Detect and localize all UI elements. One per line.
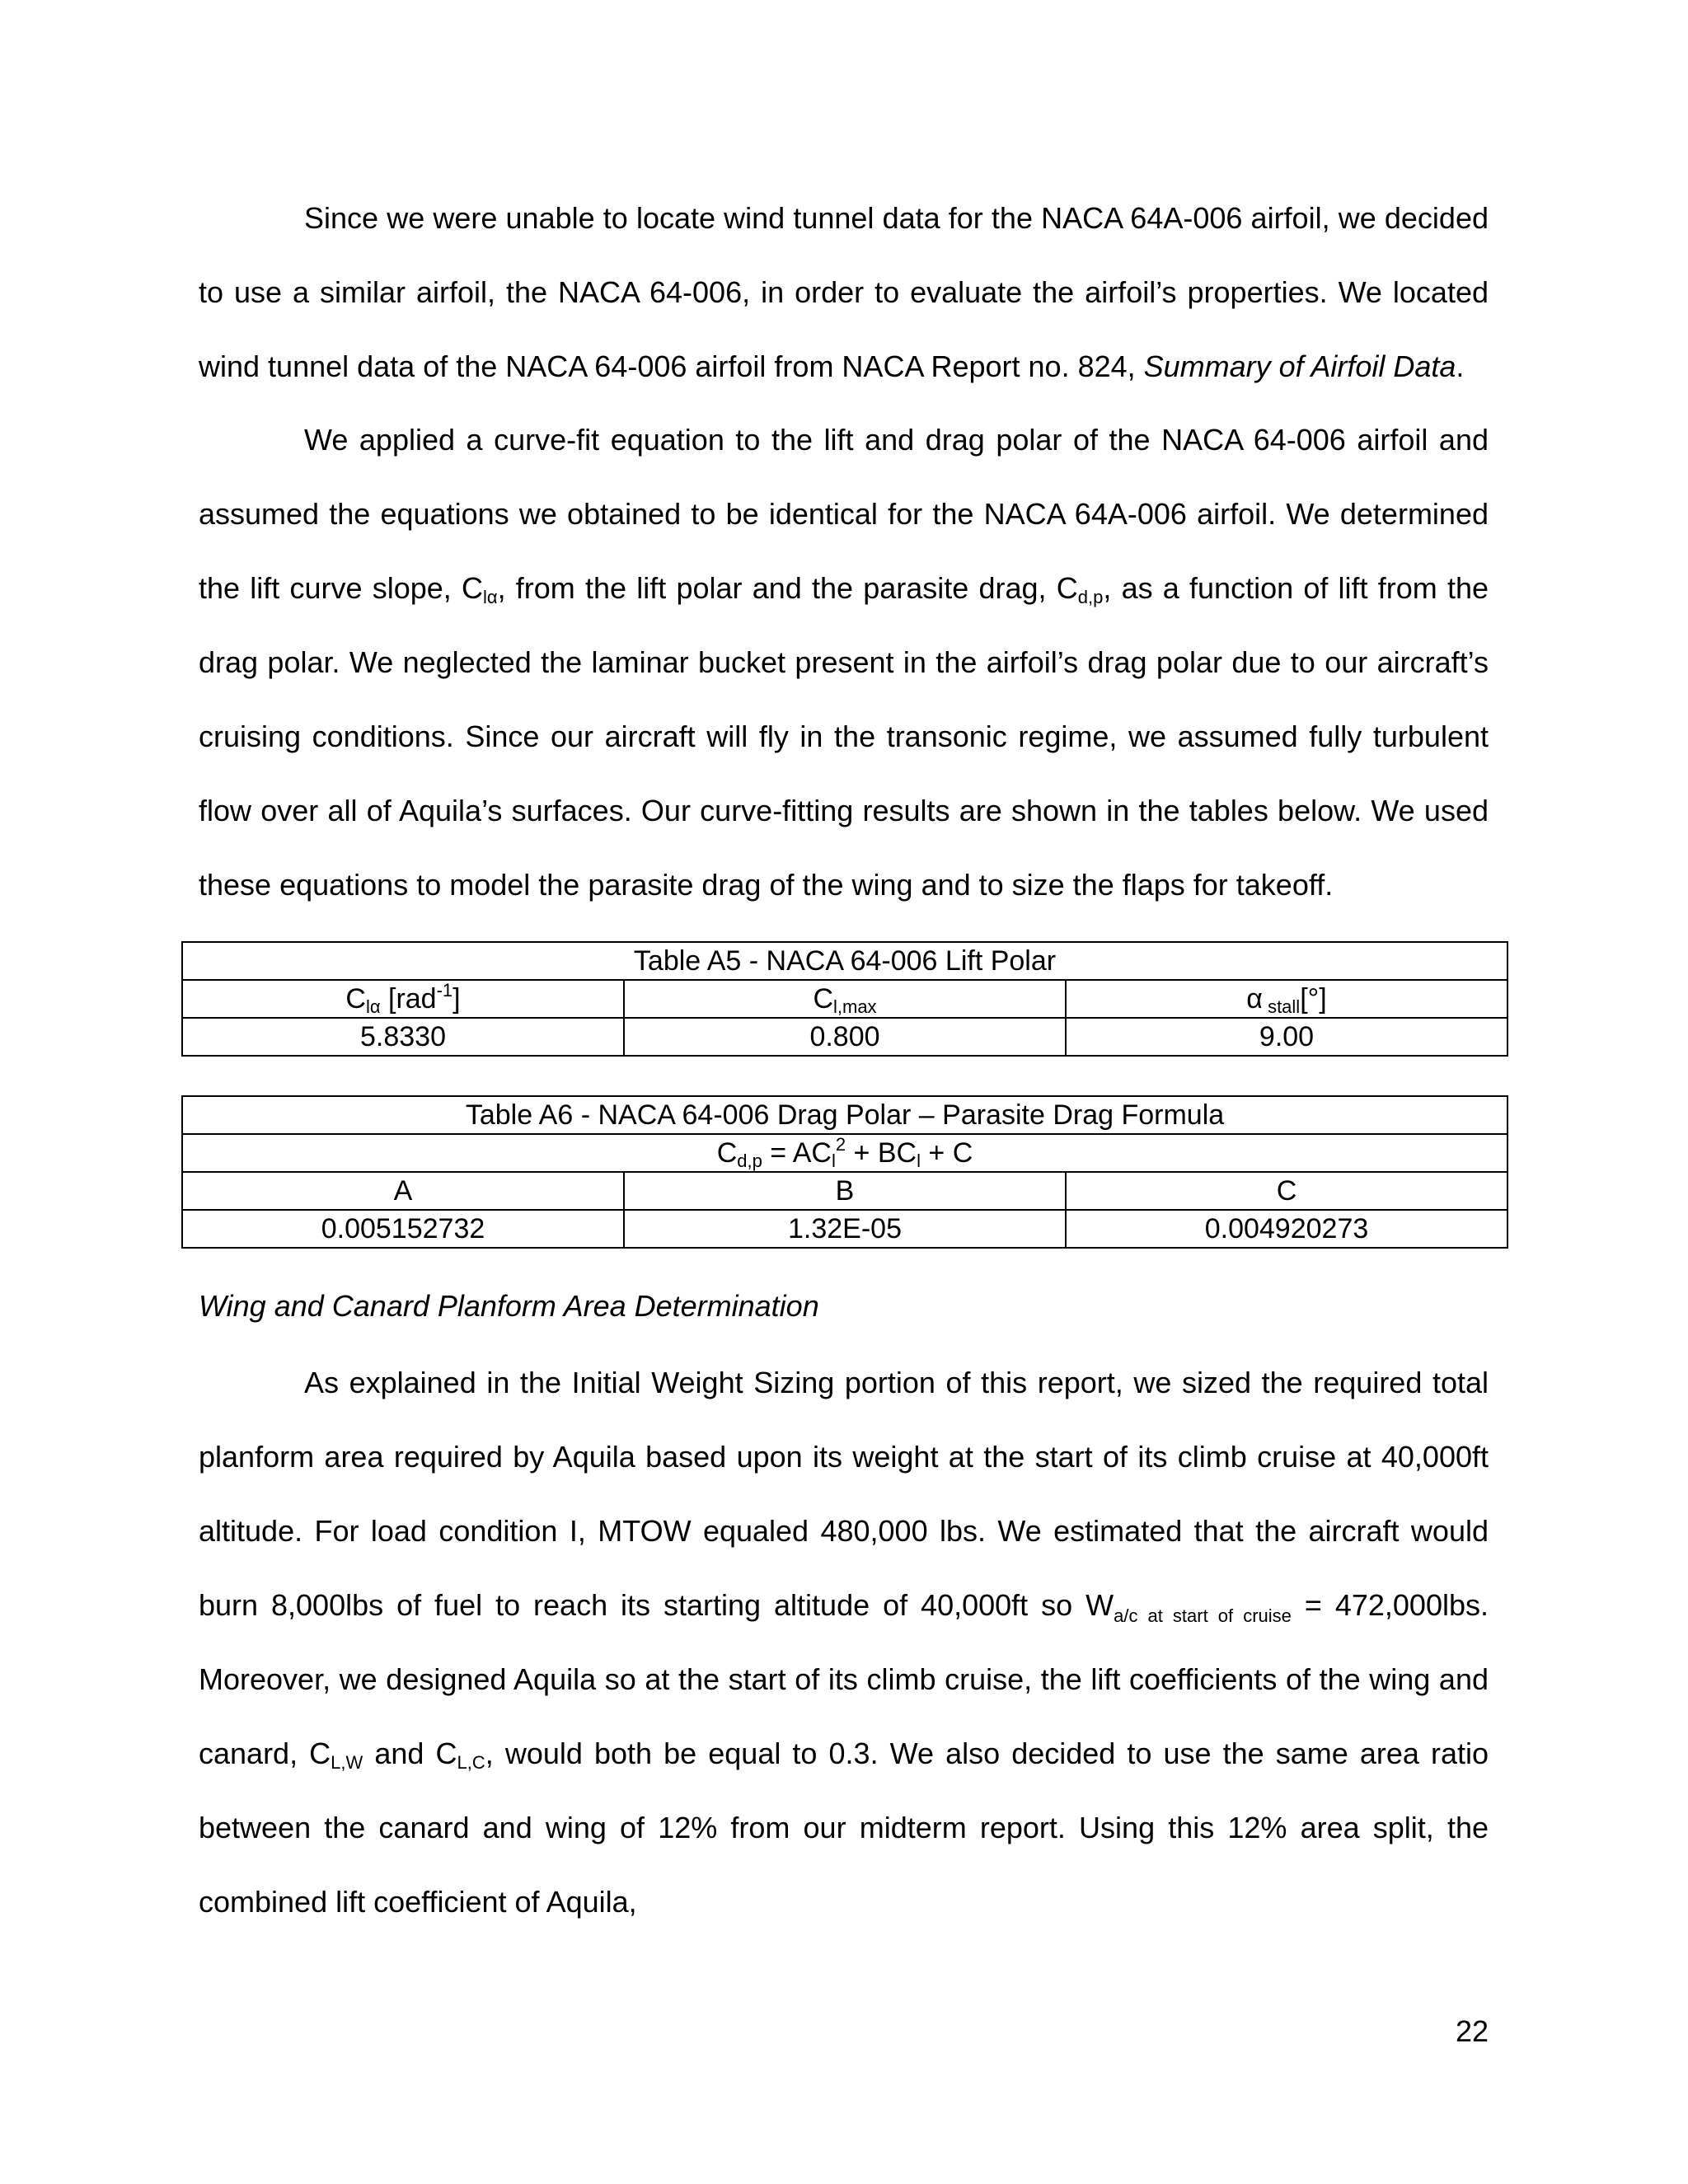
unit: [rad: [380, 983, 437, 1015]
subscript: L,C: [457, 1752, 485, 1773]
table-row: [182, 1172, 1507, 1210]
formula-cell: [182, 1134, 1507, 1172]
subscript: l: [831, 1151, 836, 1171]
paragraph-airfoil-data: [199, 181, 1489, 404]
table-row: [182, 942, 1507, 980]
page-number: 22: [1455, 2014, 1489, 2048]
report-title: Summary of Airfoil Data: [1143, 349, 1456, 383]
table-header-cell: A: [182, 1172, 624, 1210]
subscript: l: [917, 1151, 921, 1171]
paragraph-end: .: [1456, 349, 1465, 383]
paragraph-text: = 472,000lbs. Moreover, we designed Aquila so at the start of its climb cruise, the lift coefficients of the wing and canard, C: [199, 1588, 1489, 1770]
subscript: stall: [1262, 996, 1301, 1017]
table-header-cell: C: [1066, 1172, 1507, 1210]
table-header-cell: [182, 980, 624, 1018]
subscript: L,W: [331, 1752, 363, 1773]
table-row: [182, 1096, 1507, 1134]
paragraph-text: As explained in the Initial Weight Sizing portion of this report, we sized the required total planform area required by Aquila based upon its weight at the start of its climb cruise at 40,000ft altitude. For load condition I, MTOW equaled 480,000 lbs. We estimated that the aircraft would burn 8,000lbs of fuel to reach its starting altitude of 40,000ft so W: [199, 1366, 1489, 1622]
symbol: C: [813, 983, 833, 1015]
paragraph-text: , from the lift polar and the parasite drag, C: [497, 571, 1078, 605]
unit-close: ]: [452, 983, 461, 1015]
subscript: a/c at start of cruise: [1114, 1605, 1292, 1626]
table-title: Table A6 - NACA 64-006 Drag Polar – Parasite Drag Formula: [182, 1096, 1507, 1134]
paragraph-text: Since we were unable to locate wind tunnel data for the NACA 64A-006 airfoil, we decided to use a similar airfoil, the NACA 64-006, in order to evaluate the airfoil’s properties. We located wind tunnel data of the NACA 64-006 airfoil from NACA Report no. 824,: [199, 201, 1489, 383]
paragraph-planform-area: [199, 1346, 1489, 1939]
section-heading: Wing and Canard Planform Area Determination: [199, 1289, 819, 1323]
formula-part: + C: [920, 1137, 973, 1169]
subscript: lα: [365, 996, 381, 1017]
table-title: Table A5 - NACA 64-006 Lift Polar: [182, 942, 1507, 980]
superscript: 2: [835, 1134, 846, 1155]
paragraph-text: , would both be equal to 0.3. We also decided to use the same area ratio between the canard and wing of 12% from our midterm report. Using this 12% area split, the combined lift coefficient of Aquila,: [199, 1736, 1489, 1919]
table-header-cell: B: [624, 1172, 1066, 1210]
table-cell: 1.32E-05: [624, 1210, 1066, 1248]
table-header-cell: [1066, 980, 1507, 1018]
paragraph-text: and C: [363, 1736, 457, 1770]
table-row: [182, 1134, 1507, 1172]
subscript: d,p: [737, 1151, 762, 1171]
subscript: lα: [482, 587, 498, 607]
table-cell: 9.00: [1066, 1018, 1507, 1056]
symbol: α: [1246, 983, 1263, 1015]
paragraph-text: We applied a curve-fit equation to the lift and drag polar of the NACA 64-006 airfoil and assumed the equations we obtained to be identical for the NACA 64A-006 airfoil. We determined the lift curve slope, C: [199, 423, 1489, 605]
table-cell: 0.004920273: [1066, 1210, 1507, 1248]
table-a5-lift-polar: [181, 941, 1508, 1057]
table-a6-drag-polar: [181, 1095, 1508, 1249]
table-cell: 5.8330: [182, 1018, 624, 1056]
subscript: l,max: [833, 996, 877, 1017]
table-header-cell: [624, 980, 1066, 1018]
symbol: C: [345, 983, 366, 1015]
table-row: [182, 1018, 1507, 1056]
symbol: C: [716, 1137, 738, 1169]
table-row: [182, 1210, 1507, 1248]
subscript: d,p: [1077, 587, 1104, 607]
table-row: [182, 980, 1507, 1018]
unit: [°]: [1300, 983, 1327, 1015]
paragraph-curve-fit: [199, 403, 1489, 922]
formula-part: = AC: [762, 1137, 832, 1169]
paragraph-text: , as a function of lift from the drag polar. We neglected the laminar bucket present in the airfoil’s drag polar due to our aircraft’s cruising conditions. Since our aircraft will fly in the transonic regime, we assumed fully turbulent flow over all of Aquila’s surfaces. Our curve-fitting results are shown in the tables below. We used these equations to model the parasite drag of the wing and to size the flaps for takeoff.: [199, 571, 1489, 902]
table-cell: 0.800: [624, 1018, 1066, 1056]
table-cell: 0.005152732: [182, 1210, 624, 1248]
superscript: -1: [436, 980, 453, 1001]
formula-part: + BC: [846, 1137, 917, 1169]
